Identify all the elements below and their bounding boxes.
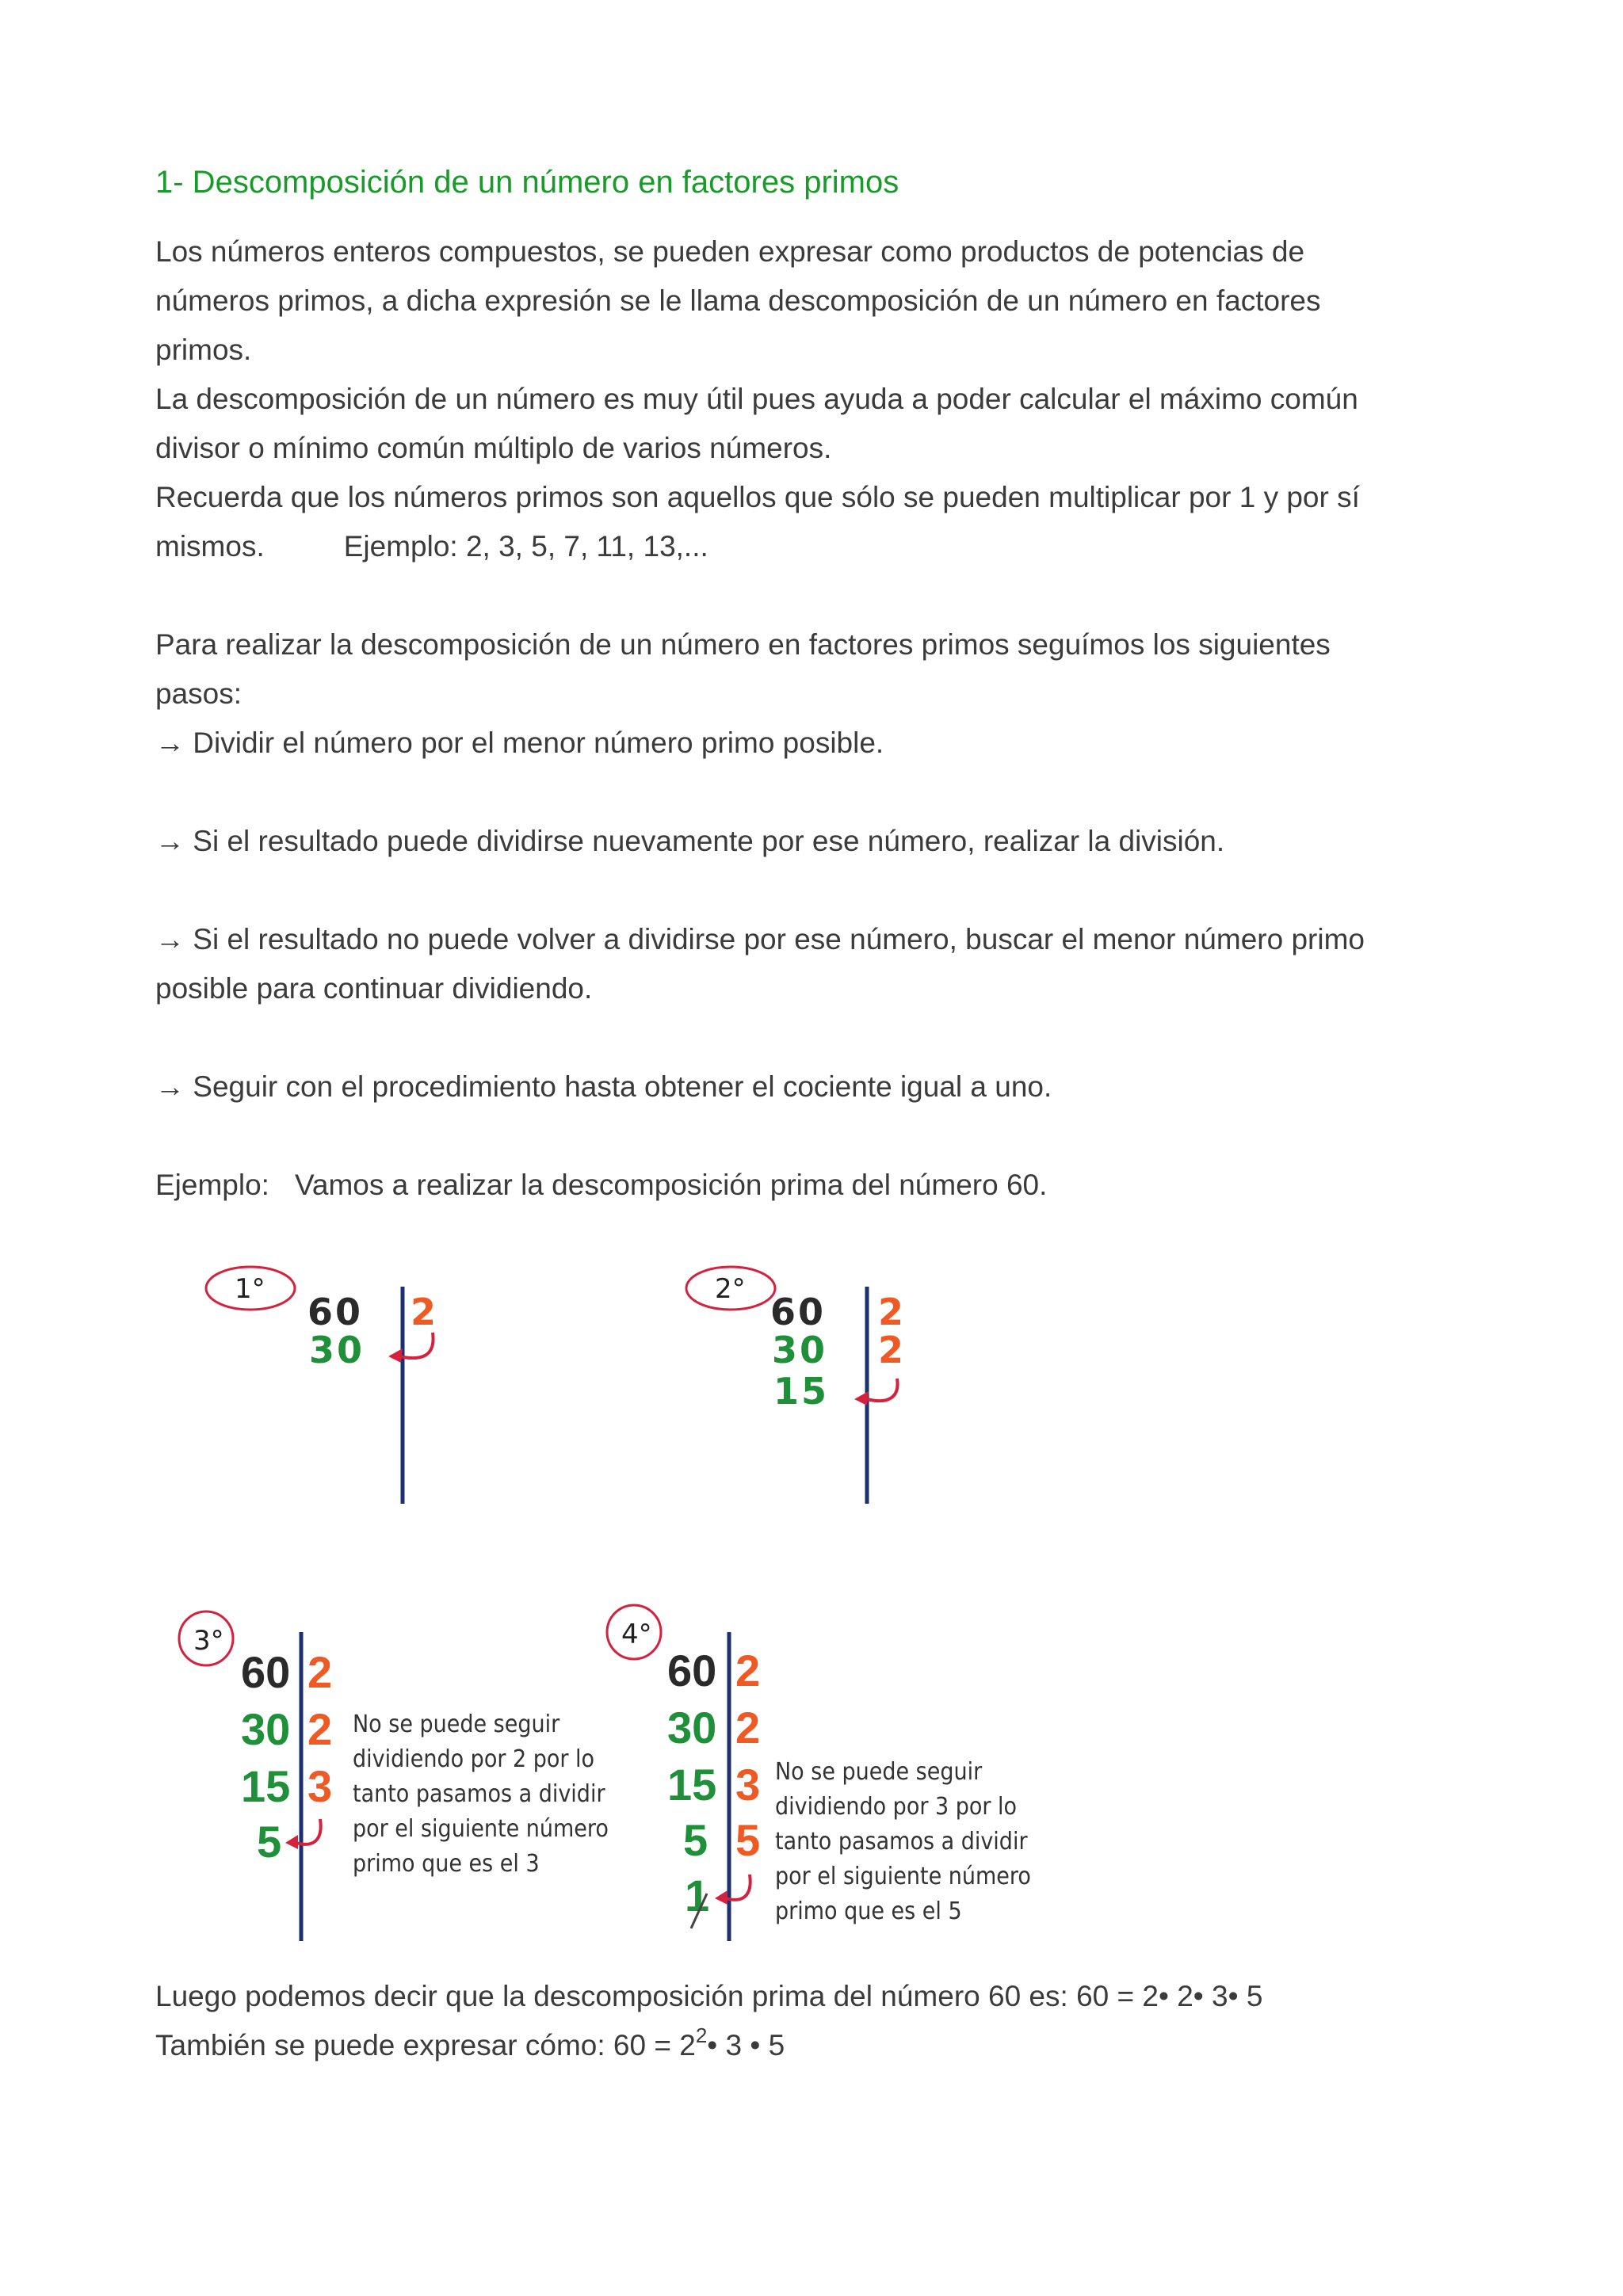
divisor: 2	[735, 1646, 761, 1695]
divisor: 2	[878, 1329, 907, 1371]
step-item: posible para continuar dividiendo.	[155, 972, 593, 1005]
step-label: 2°	[715, 1273, 746, 1305]
divisor: 2	[878, 1291, 907, 1333]
dividend: 60	[241, 1647, 291, 1697]
quotient: 30	[241, 1704, 291, 1754]
paragraph-line: primos.	[155, 334, 252, 366]
explanation-note: por el siguiente número	[353, 1815, 609, 1843]
example-label: Ejemplo:	[155, 1169, 269, 1201]
quotient: 5	[683, 1815, 708, 1865]
step-item: → Seguir con el procedimiento hasta obtener el cociente igual a uno.	[155, 1070, 1052, 1103]
exponent: 2	[695, 2023, 708, 2047]
arrow-head	[285, 1835, 298, 1849]
paragraph-line: Los números enteros compuestos, se pueden expresar como productos de potencias de	[155, 235, 1305, 268]
divisor: 3	[735, 1760, 761, 1810]
figure-step-3	[174, 1592, 609, 1949]
step-label: 4°	[621, 1619, 652, 1650]
conclusion-text: También se puede expresar cómo: 60 = 2	[155, 2029, 696, 2061]
explanation-note: primo que es el 5	[775, 1897, 962, 1925]
dividend: 60	[770, 1291, 827, 1333]
step-label: 3°	[193, 1625, 224, 1657]
example-text: Vamos a realizar la descomposición prima del número 60.	[294, 1169, 1048, 1201]
section-heading: 1- Descomposición de un número en factores primos	[155, 165, 899, 200]
example-line	[155, 1161, 1047, 1210]
arrow-head	[715, 1890, 727, 1905]
explanation-note: dividiendo por 2 por lo	[353, 1745, 595, 1773]
quotient: 15	[667, 1760, 717, 1810]
arrow-head	[854, 1391, 869, 1405]
step-item: → Si el resultado no puede volver a dividirse por ese número, buscar el menor número primo	[155, 923, 1365, 955]
paragraph-line: Recuerda que los números primos son aquellos que sólo se pueden multiplicar por 1 y por sí	[155, 481, 1360, 513]
step-item: → Dividir el número por el menor número primo posible.	[155, 727, 884, 759]
figure-step-2	[682, 1260, 951, 1513]
paragraph-line: números primos, a dicha expresión se le llama descomposición de un número en factores	[155, 284, 1321, 317]
conclusion-line	[155, 2021, 785, 2070]
explanation-note: No se puede seguir	[775, 1758, 983, 1786]
explanation-note: dividiendo por 3 por lo	[775, 1793, 1018, 1821]
quotient: 15	[773, 1370, 830, 1413]
explanation-note: primo que es el 3	[353, 1850, 540, 1878]
explanation-note: tanto pasamos a dividir	[775, 1828, 1028, 1855]
conclusion-line: Luego podemos decir que la descomposición prima del número 60 es: 60 = 2• 2• 3• 5	[155, 1980, 1263, 2012]
paragraph-line: divisor o mínimo común múltiplo de varios números.	[155, 432, 832, 464]
explanation-note: por el siguiente número	[775, 1863, 1031, 1890]
quotient: 30	[772, 1329, 828, 1371]
step-label: 1°	[235, 1273, 265, 1305]
quotient: 1	[685, 1871, 710, 1920]
quotient: 30	[667, 1703, 717, 1753]
paragraph-line: La descomposición de un número es muy útil pues ayuda a poder calcular el máximo común	[155, 383, 1358, 415]
prime-examples: Ejemplo: 2, 3, 5, 7, 11, 13,...	[343, 530, 708, 563]
conclusion-text: • 3 • 5	[707, 2029, 785, 2061]
divisor: 3	[307, 1761, 333, 1811]
explanation-note: No se puede seguir	[353, 1711, 560, 1738]
figure-step-1	[198, 1260, 468, 1513]
divisor: 2	[411, 1291, 439, 1333]
quotient: 15	[241, 1761, 291, 1811]
paragraph-line: Para realizar la descomposición de un número en factores primos seguímos los siguientes	[155, 628, 1331, 661]
dividend: 60	[307, 1291, 364, 1333]
divisor: 2	[735, 1703, 761, 1753]
return-arrow	[867, 1379, 898, 1401]
figure-step-4	[602, 1592, 1030, 1949]
explanation-note: tanto pasamos a dividir	[353, 1780, 605, 1808]
paragraph-line	[155, 522, 708, 571]
dividend: 60	[667, 1646, 717, 1695]
divisor: 2	[307, 1704, 333, 1754]
step-item: → Si el resultado puede dividirse nuevamente por ese número, realizar la división.	[155, 825, 1225, 857]
divisor: 5	[735, 1815, 761, 1865]
paragraph-text: mismos.	[155, 530, 265, 563]
paragraph-line: pasos:	[155, 677, 242, 710]
quotient: 30	[309, 1329, 365, 1371]
arrow-head	[388, 1348, 403, 1363]
quotient: 5	[257, 1817, 282, 1867]
divisor: 2	[307, 1647, 333, 1697]
